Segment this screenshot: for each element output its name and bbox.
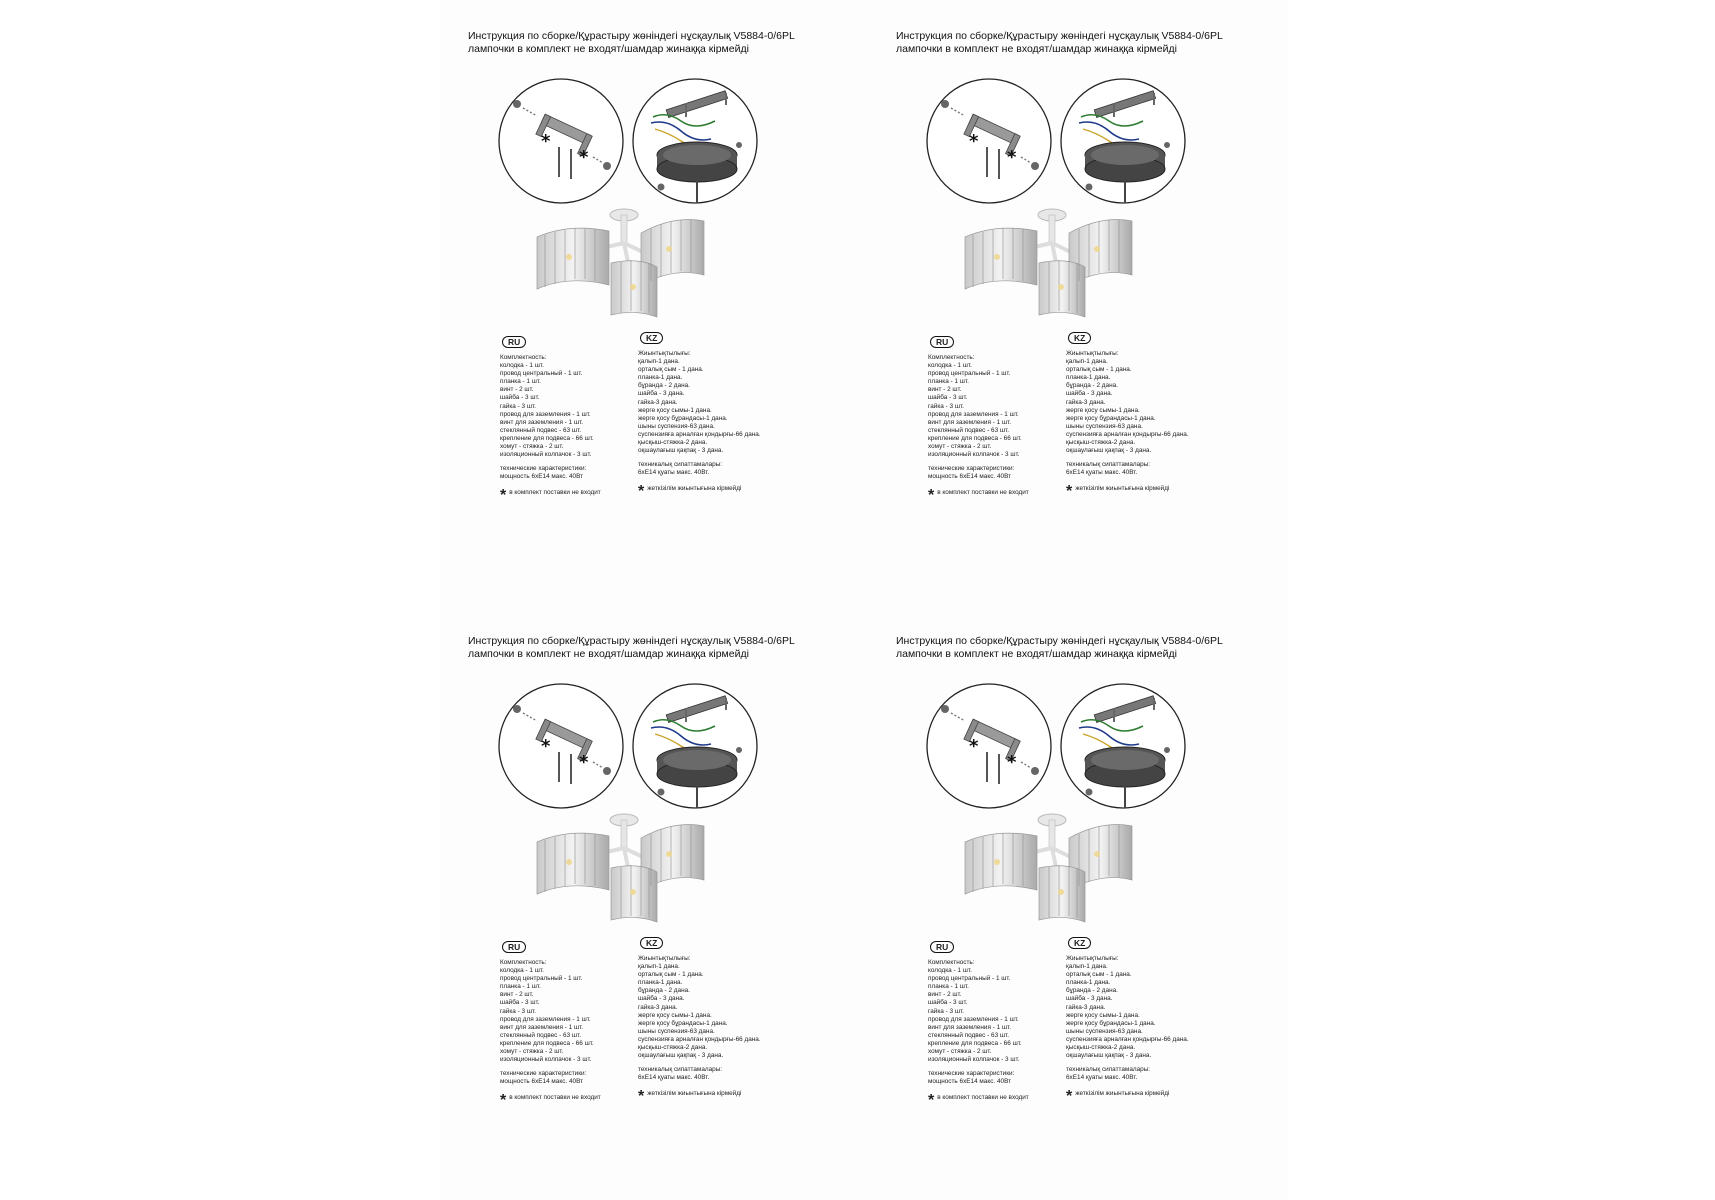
list-item: бұранда - 2 дана.: [1066, 987, 1118, 995]
star-marker: *: [541, 736, 551, 757]
kz-section: [638, 332, 761, 501]
title-line-2: лампочки в комплект не входят/шамдар жинаққа кірмейді: [468, 43, 749, 55]
list-item: шайба - 3 дана.: [638, 995, 685, 1003]
list-item: қысқыш-стяжка-2 дана.: [638, 439, 708, 447]
list-item: жерге қосу сымы-1 дана.: [638, 1011, 712, 1019]
kz-heading: Жиынтықтылығы:: [638, 955, 691, 962]
title-line-2: лампочки в комплект не входят/шамдар жинаққа кірмейді: [468, 648, 749, 660]
list-item: қысқыш-стяжка-2 дана.: [1066, 439, 1136, 447]
list-item: орталық сым - 1 дана.: [638, 971, 704, 979]
ru-section: [928, 336, 1029, 505]
kz-heading: Жиынтықтылығы:: [638, 350, 691, 357]
list-item: шыны суспензия-63 дана.: [638, 422, 715, 430]
list-item: провод центральный - 1 шт.: [928, 370, 1011, 378]
list-item: провод для заземления - 1 шт.: [500, 1015, 591, 1023]
list-item: хомут - стяжка - 2 шт.: [928, 1048, 992, 1056]
kz-badge: KZ: [1068, 332, 1091, 344]
list-item: қалып-1 дана.: [1066, 358, 1108, 366]
list-item: қалып-1 дана.: [638, 963, 680, 971]
star-marker: *: [969, 736, 979, 757]
ru-item-list: [500, 967, 601, 1064]
list-item: изоляционный колпачок - 3 шт.: [928, 1056, 1020, 1064]
chandelier-illustration-icon: [529, 205, 729, 335]
list-item: қысқыш-стяжка-2 дана.: [638, 1044, 708, 1052]
kz-section: [1066, 937, 1189, 1106]
ru-note: [500, 1092, 601, 1110]
list-item: планка-1 дана.: [638, 374, 683, 382]
wiring-canopy-diagram-icon: [1059, 77, 1187, 205]
ru-note: [928, 487, 1029, 505]
list-item: орталық сым - 1 дана.: [638, 366, 704, 374]
list-item: винт - 2 шт.: [500, 386, 534, 394]
list-item: суспензияға арналған қондырғы-66 дана.: [638, 1035, 761, 1043]
ru-spec: [928, 1070, 1029, 1086]
star-marker: *: [541, 131, 551, 152]
kz-spec: [1066, 1066, 1189, 1082]
screw-plate-diagram-icon: [497, 77, 625, 205]
kz-spec-heading: техникалық сипаттамалары:: [1066, 1066, 1151, 1074]
list-item: орталық сым - 1 дана.: [1066, 971, 1132, 979]
kz-item-list: [638, 358, 761, 455]
star-icon: *: [500, 1092, 507, 1110]
kz-note-text: жеткізілім жиынтығына кірмейді: [647, 1090, 742, 1098]
ru-heading: Комплектность:: [928, 959, 975, 966]
list-item: оқшаулағыш қақпақ - 3 дана.: [1066, 1052, 1152, 1060]
star-marker: *: [579, 752, 589, 773]
ru-spec-value: мощность 6xE14 макс. 40Вт: [500, 473, 584, 481]
list-item: жерге қосу бұрандасы-1 дана.: [638, 414, 728, 422]
list-item: провод центральный - 1 шт.: [928, 975, 1011, 983]
card-title: [896, 635, 1223, 661]
ru-section: [928, 941, 1029, 1110]
kz-note-text: жеткізілім жиынтығына кірмейді: [1075, 1090, 1170, 1098]
ru-spec-heading: технические характеристики:: [500, 465, 587, 473]
list-item: винт для заземления - 1 шт.: [928, 1023, 1012, 1031]
ru-note-text: в комплект поставки не входит: [937, 489, 1029, 497]
ru-item-list: [500, 362, 601, 459]
list-item: суспензияға арналған қондырғы-66 дана.: [1066, 1035, 1189, 1043]
star-icon: *: [638, 1088, 645, 1106]
list-item: провод для заземления - 1 шт.: [928, 1015, 1019, 1023]
list-item: стеклянный подвес - 63 шт.: [500, 1031, 582, 1039]
kz-item-list: [1066, 963, 1189, 1060]
screw-plate-diagram-icon: [925, 77, 1053, 205]
kz-spec-value: 6xE14 қуаты макс. 40Вт.: [1066, 469, 1138, 477]
kz-spec-heading: техникалық сипаттамалары:: [638, 1066, 723, 1074]
chandelier-illustration-icon: [529, 810, 729, 940]
list-item: қалып-1 дана.: [1066, 963, 1108, 971]
list-item: оқшаулағыш қақпақ - 3 дана.: [638, 447, 724, 455]
ru-spec: [928, 465, 1029, 481]
kz-spec-heading: техникалық сипаттамалары:: [1066, 461, 1151, 469]
wiring-canopy-diagram-icon: [631, 77, 759, 205]
title-line-2: лампочки в комплект не входят/шамдар жинаққа кірмейді: [896, 648, 1177, 660]
kz-badge: KZ: [1068, 937, 1091, 949]
list-item: шайба - 3 шт.: [500, 394, 540, 402]
list-item: гайка-3 дана.: [1066, 1003, 1106, 1011]
star-icon: *: [638, 483, 645, 501]
star-marker: *: [579, 147, 589, 168]
list-item: қысқыш-стяжка-2 дана.: [1066, 1044, 1136, 1052]
kz-spec: [638, 1066, 761, 1082]
list-item: шыны суспензия-63 дана.: [1066, 422, 1143, 430]
kz-badge: KZ: [640, 937, 663, 949]
title-line-1: Инструкция по сборке/Құрастыру жөніндегі нұсқаулық V5884-0/6PL: [468, 30, 795, 42]
list-item: планка-1 дана.: [1066, 979, 1111, 987]
list-item: гайка-3 дана.: [1066, 398, 1106, 406]
kz-note: [1066, 1088, 1189, 1106]
ru-spec: [500, 1070, 601, 1086]
list-item: гайка - 3 шт.: [500, 402, 536, 410]
list-item: крепление для подвеса - 66 шт.: [928, 1039, 1022, 1047]
list-item: суспензияға арналған қондырғы-66 дана.: [638, 430, 761, 438]
list-item: крепление для подвеса - 66 шт.: [928, 434, 1022, 442]
ru-spec-heading: технические характеристики:: [928, 1070, 1015, 1078]
instruction-card: [868, 605, 1288, 1165]
list-item: хомут - стяжка - 2 шт.: [928, 443, 992, 451]
star-icon: *: [1066, 1088, 1073, 1106]
list-item: планка - 1 шт.: [928, 378, 969, 386]
ru-spec: [500, 465, 601, 481]
list-item: қалып-1 дана.: [638, 358, 680, 366]
star-icon: *: [500, 487, 507, 505]
list-item: винт для заземления - 1 шт.: [500, 418, 584, 426]
chandelier-illustration-icon: [957, 205, 1157, 335]
list-item: провод для заземления - 1 шт.: [928, 410, 1019, 418]
kz-spec-value: 6xE14 қуаты макс. 40Вт.: [638, 1074, 710, 1082]
list-item: изоляционный колпачок - 3 шт.: [928, 451, 1020, 459]
list-item: колодка - 1 шт.: [500, 362, 544, 370]
list-item: шайба - 3 дана.: [638, 390, 685, 398]
list-item: оқшаулағыш қақпақ - 3 дана.: [638, 1052, 724, 1060]
list-item: гайка - 3 шт.: [928, 402, 964, 410]
ru-item-list: [928, 967, 1029, 1064]
ru-heading: Комплектность:: [500, 354, 547, 361]
list-item: жерге қосу сымы-1 дана.: [1066, 406, 1140, 414]
kz-note-text: жеткізілім жиынтығына кірмейді: [647, 485, 742, 493]
list-item: гайка-3 дана.: [638, 1003, 678, 1011]
ru-note-text: в комплект поставки не входит: [509, 489, 601, 497]
kz-spec-value: 6xE14 қуаты макс. 40Вт.: [1066, 1074, 1138, 1082]
ru-badge: RU: [930, 336, 954, 348]
wiring-canopy-diagram-icon: [1059, 682, 1187, 810]
screw-plate-diagram-icon: [925, 682, 1053, 810]
star-marker: *: [1007, 752, 1017, 773]
card-title: [468, 635, 795, 661]
instruction-card: [440, 605, 860, 1165]
list-item: винт для заземления - 1 шт.: [928, 418, 1012, 426]
list-item: бұранда - 2 дана.: [1066, 382, 1118, 390]
list-item: колодка - 1 шт.: [500, 967, 544, 975]
kz-heading: Жиынтықтылығы:: [1066, 955, 1119, 962]
ru-spec-value: мощность 6xE14 макс. 40Вт: [500, 1078, 584, 1086]
ru-note: [500, 487, 601, 505]
list-item: жерге қосу бұрандасы-1 дана.: [1066, 1019, 1156, 1027]
list-item: суспензияға арналған қондырғы-66 дана.: [1066, 430, 1189, 438]
ru-badge: RU: [502, 336, 526, 348]
list-item: крепление для подвеса - 66 шт.: [500, 1039, 594, 1047]
list-item: планка - 1 шт.: [928, 983, 969, 991]
ru-item-list: [928, 362, 1029, 459]
kz-note-text: жеткізілім жиынтығына кірмейді: [1075, 485, 1170, 493]
kz-item-list: [1066, 358, 1189, 455]
list-item: колодка - 1 шт.: [928, 362, 972, 370]
list-item: шайба - 3 дана.: [1066, 390, 1113, 398]
list-item: винт для заземления - 1 шт.: [500, 1023, 584, 1031]
list-item: орталық сым - 1 дана.: [1066, 366, 1132, 374]
kz-spec-heading: техникалық сипаттамалары:: [638, 461, 723, 469]
kz-spec: [1066, 461, 1189, 477]
title-line-2: лампочки в комплект не входят/шамдар жинаққа кірмейді: [896, 43, 1177, 55]
list-item: стеклянный подвес - 63 шт.: [928, 426, 1010, 434]
list-item: колодка - 1 шт.: [928, 967, 972, 975]
chandelier-illustration-icon: [957, 810, 1157, 940]
list-item: жерге қосу сымы-1 дана.: [1066, 1011, 1140, 1019]
ru-spec-heading: технические характеристики:: [928, 465, 1015, 473]
kz-spec: [638, 461, 761, 477]
kz-badge: KZ: [640, 332, 663, 344]
title-line-1: Инструкция по сборке/Құрастыру жөніндегі нұсқаулық V5884-0/6PL: [468, 635, 795, 647]
list-item: гайка - 3 шт.: [500, 1007, 536, 1015]
list-item: винт - 2 шт.: [500, 991, 534, 999]
screw-plate-diagram-icon: [497, 682, 625, 810]
list-item: жерге қосу бұрандасы-1 дана.: [1066, 414, 1156, 422]
list-item: стеклянный подвес - 63 шт.: [928, 1031, 1010, 1039]
title-line-1: Инструкция по сборке/Құрастыру жөніндегі нұсқаулық V5884-0/6PL: [896, 635, 1223, 647]
title-line-1: Инструкция по сборке/Құрастыру жөніндегі нұсқаулық V5884-0/6PL: [896, 30, 1223, 42]
list-item: бұранда - 2 дана.: [638, 382, 690, 390]
list-item: планка-1 дана.: [1066, 374, 1111, 382]
kz-spec-value: 6xE14 қуаты макс. 40Вт.: [638, 469, 710, 477]
list-item: провод центральный - 1 шт.: [500, 975, 583, 983]
kz-section: [638, 937, 761, 1106]
ru-badge: RU: [930, 941, 954, 953]
list-item: шайба - 3 дана.: [1066, 995, 1113, 1003]
ru-section: [500, 941, 601, 1110]
instruction-card: [440, 0, 860, 560]
list-item: шайба - 3 шт.: [928, 999, 968, 1007]
ru-section: [500, 336, 601, 505]
ru-spec-value: мощность 6xE14 макс. 40Вт: [928, 473, 1012, 481]
ru-badge: RU: [502, 941, 526, 953]
kz-section: [1066, 332, 1189, 501]
list-item: хомут - стяжка - 2 шт.: [500, 443, 564, 451]
kz-heading: Жиынтықтылығы:: [1066, 350, 1119, 357]
star-icon: *: [1066, 483, 1073, 501]
list-item: шайба - 3 шт.: [928, 394, 968, 402]
list-item: шайба - 3 шт.: [500, 999, 540, 1007]
star-icon: *: [928, 487, 935, 505]
list-item: стеклянный подвес - 63 шт.: [500, 426, 582, 434]
ru-heading: Комплектность:: [500, 959, 547, 966]
ru-spec-value: мощность 6xE14 макс. 40Вт: [928, 1078, 1012, 1086]
list-item: гайка - 3 шт.: [928, 1007, 964, 1015]
list-item: винт - 2 шт.: [928, 991, 962, 999]
ru-heading: Комплектность:: [928, 354, 975, 361]
list-item: провод для заземления - 1 шт.: [500, 410, 591, 418]
list-item: жерге қосу бұрандасы-1 дана.: [638, 1019, 728, 1027]
card-title: [896, 30, 1223, 56]
list-item: гайка-3 дана.: [638, 398, 678, 406]
instruction-card: [868, 0, 1288, 560]
list-item: изоляционный колпачок - 3 шт.: [500, 1056, 592, 1064]
list-item: оқшаулағыш қақпақ - 3 дана.: [1066, 447, 1152, 455]
kz-note: [638, 1088, 761, 1106]
star-icon: *: [928, 1092, 935, 1110]
list-item: провод центральный - 1 шт.: [500, 370, 583, 378]
list-item: жерге қосу сымы-1 дана.: [638, 406, 712, 414]
kz-note: [638, 483, 761, 501]
list-item: планка - 1 шт.: [500, 983, 541, 991]
list-item: шыны суспензия-63 дана.: [638, 1027, 715, 1035]
list-item: планка - 1 шт.: [500, 378, 541, 386]
ru-note-text: в комплект поставки не входит: [509, 1094, 601, 1102]
list-item: бұранда - 2 дана.: [638, 987, 690, 995]
list-item: хомут - стяжка - 2 шт.: [500, 1048, 564, 1056]
star-marker: *: [1007, 147, 1017, 168]
ru-spec-heading: технические характеристики:: [500, 1070, 587, 1078]
ru-note-text: в комплект поставки не входит: [937, 1094, 1029, 1102]
list-item: изоляционный колпачок - 3 шт.: [500, 451, 592, 459]
kz-note: [1066, 483, 1189, 501]
card-title: [468, 30, 795, 56]
kz-item-list: [638, 963, 761, 1060]
star-marker: *: [969, 131, 979, 152]
list-item: планка-1 дана.: [638, 979, 683, 987]
ru-note: [928, 1092, 1029, 1110]
list-item: винт - 2 шт.: [928, 386, 962, 394]
list-item: крепление для подвеса - 66 шт.: [500, 434, 594, 442]
list-item: шыны суспензия-63 дана.: [1066, 1027, 1143, 1035]
wiring-canopy-diagram-icon: [631, 682, 759, 810]
